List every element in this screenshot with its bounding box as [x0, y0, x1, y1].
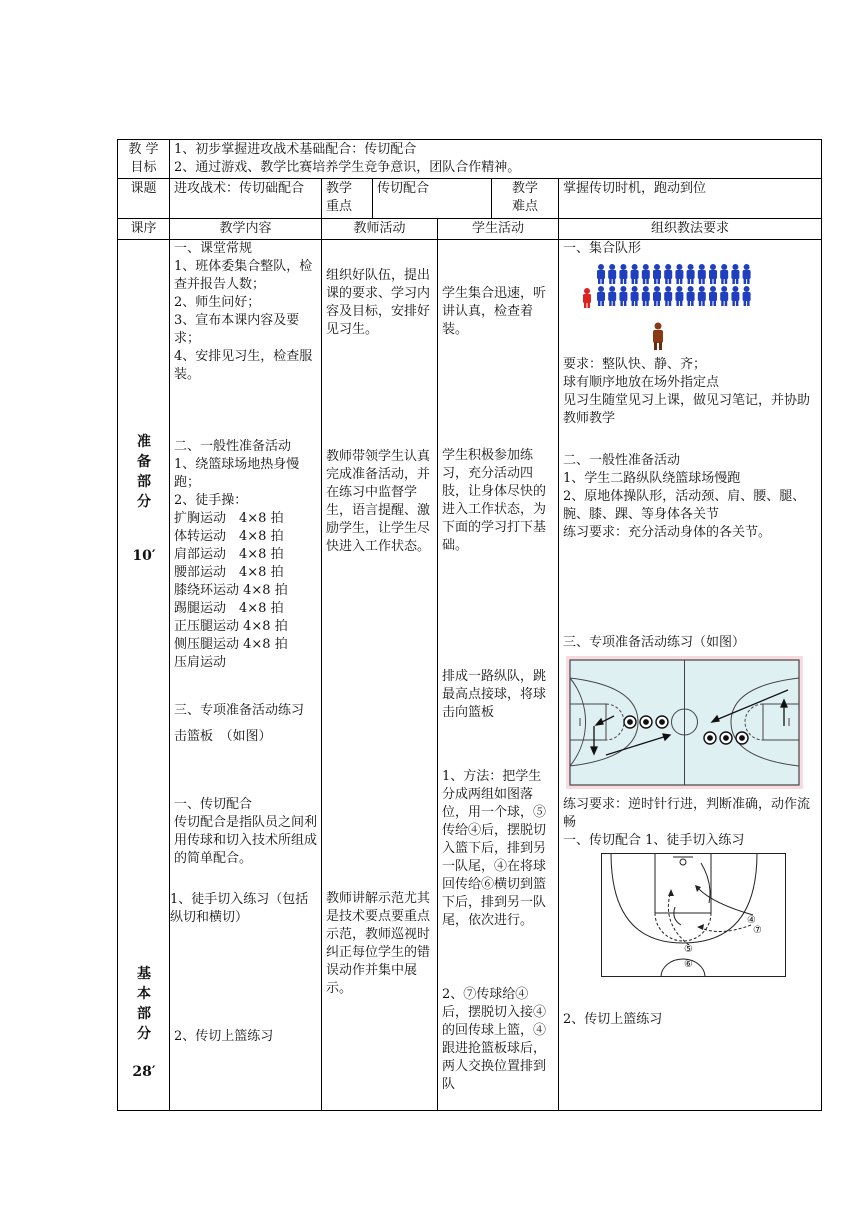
label-six: ⑥: [684, 959, 693, 970]
formation-diagram: [569, 262, 759, 352]
student-leader-icon: [583, 288, 591, 308]
prep-method-1-req: 要求：整队快、静、齐； 球有顺序地放在场外指定点 见习生随堂见习上课，做见习笔记，并协助教师教学: [563, 357, 811, 426]
prep-time: 10′: [132, 548, 156, 564]
basketball-court-diagram: [566, 656, 803, 789]
section-column: [118, 240, 170, 1111]
players-right-icon: [704, 732, 748, 744]
formation-row-2: [597, 286, 751, 306]
key-text: 传切配合: [373, 179, 492, 219]
basic-section-label: 基 本 部 分: [137, 966, 151, 1042]
col-order: 课序: [118, 219, 170, 240]
teacher-column: [322, 240, 438, 1111]
topic-text: 进攻战术：传切础配合: [170, 179, 322, 219]
method-column: [559, 240, 822, 1111]
col-student: 学生活动: [438, 219, 559, 240]
basic-method-2: 2、传切上篮练习: [563, 1012, 663, 1027]
goal-text: 1、初步掌握进攻战术基础配合：传切配合 2、通过游戏、教学比赛培养学生竞争意识，团队合作精神。: [170, 140, 822, 179]
topic-label: 课题: [118, 179, 170, 219]
col-teacher: 教师活动: [322, 219, 438, 240]
difficulty-label: 教学 难点: [492, 179, 559, 219]
label-seven: ⑦: [753, 925, 762, 936]
prep-content-routine: 一、课堂常规 1、班体委集合整队，检查并报告人数； 2、师生问好； 3、宣布本课内容及要求； 4、安排见习生，检查服装。: [174, 241, 313, 382]
difficulty-text: 掌握传切时机，跑动到位: [559, 179, 822, 219]
prep-method-3-req: 练习要求：逆时针行进，判断准确，动作流畅: [563, 797, 811, 830]
key-label: 教学 重点: [322, 179, 373, 219]
prep-section-label: 准 备 部 分: [137, 434, 151, 510]
prep-content-warmup: 二、一般性准备活动 1、绕篮球场地热身慢跑； 2、徒手操： 扩胸运动 4×8 拍 体转运动 4×8 拍 肩部运动 4×8 拍 腰部运动 4×8 拍 膝绕环运动 4×8 拍 踢腿运动 4×8 拍 正压腿运动 4×8 拍 侧压腿运动 4×8 拍 压肩运动: [174, 439, 300, 670]
column-header-row: [118, 219, 822, 240]
prep-method-3: 三、专项准备活动练习（如图）: [563, 635, 746, 650]
col-content: 教学内容: [170, 219, 322, 240]
basic-teacher-1: 教师讲解示范尤其是技术要点要重点示范，教师巡视时纠正每位学生的错误动作并集中展示。: [326, 891, 431, 996]
label-four: ④: [747, 915, 756, 926]
prep-teacher-2: 教师带领学生认真完成准备活动，并在练习中监督学生，语言提醒、激励学生，让学生尽快进入工作状态。: [326, 449, 431, 554]
basic-student-1: 1、方法：把学生分成两组如图落位，用一个球，⑤传给④后，摆脱切入篮下后，排到另一队尾，④在将球回传给⑥横切到篮下后，排到另一队尾，依次进行。: [442, 769, 547, 928]
body-row: [118, 240, 822, 1111]
goal-label: 教 学 目标: [118, 140, 170, 179]
topic-row: [118, 179, 822, 219]
prep-student-1: 学生集合迅速，听讲认真，检查着装。: [442, 286, 547, 337]
content-column: [170, 240, 322, 1111]
prep-method-2: 二、一般性准备活动 1、学生二路纵队绕篮球场慢跑 2、原地体操队形，活动颈、肩、腰、腿、腕、膝、踝、等身体各关节 练习要求：充分活动身体的各关节。: [563, 453, 806, 540]
basic-content-intro: 一、传切配合 传切配合是指队员之间利用传球和切入技术所组成的简单配合。: [174, 797, 318, 866]
prep-method-1: 一、集合队形: [563, 241, 642, 256]
basic-method-1: 一、传切配合 1、徒手切入练习: [563, 833, 745, 848]
prep-content-special: 三、专项准备活动练习 击篮板 （如图）: [174, 703, 305, 744]
goals-row: [118, 140, 822, 179]
prep-teacher-1: 组织好队伍，提出课的要求、学习内容及目标，安排好见习生。: [326, 268, 431, 337]
basic-time: 28′: [132, 1064, 156, 1080]
cut-drill-diagram: [601, 853, 786, 977]
prep-student-2: 学生积极参加练习，充分活动四肢，让身体尽快的进入工作状态，为下面的学习打下基础。: [442, 448, 547, 553]
prep-student-3: 排成一路纵队，跳最高点接球，将球击向篮板: [442, 669, 547, 720]
formation-row-1: [597, 264, 751, 284]
col-method: 组织教法要求: [559, 219, 822, 240]
basic-content-layup: 2、传切上篮练习: [174, 1029, 274, 1044]
basic-student-2: 2、⑦传球给④后，摆脱切入接④的回传球上篮，④跟进抢篮板球后，两人交换位置排到队: [442, 987, 547, 1092]
teacher-figure-icon: [653, 323, 663, 351]
student-column: [438, 240, 559, 1111]
players-left-icon: [624, 716, 668, 728]
lesson-plan-table: [117, 139, 822, 1111]
label-five: ⑤: [684, 944, 693, 955]
basic-content-cut: 1、徒手切入练习（包括纵切和横切）: [170, 892, 309, 925]
